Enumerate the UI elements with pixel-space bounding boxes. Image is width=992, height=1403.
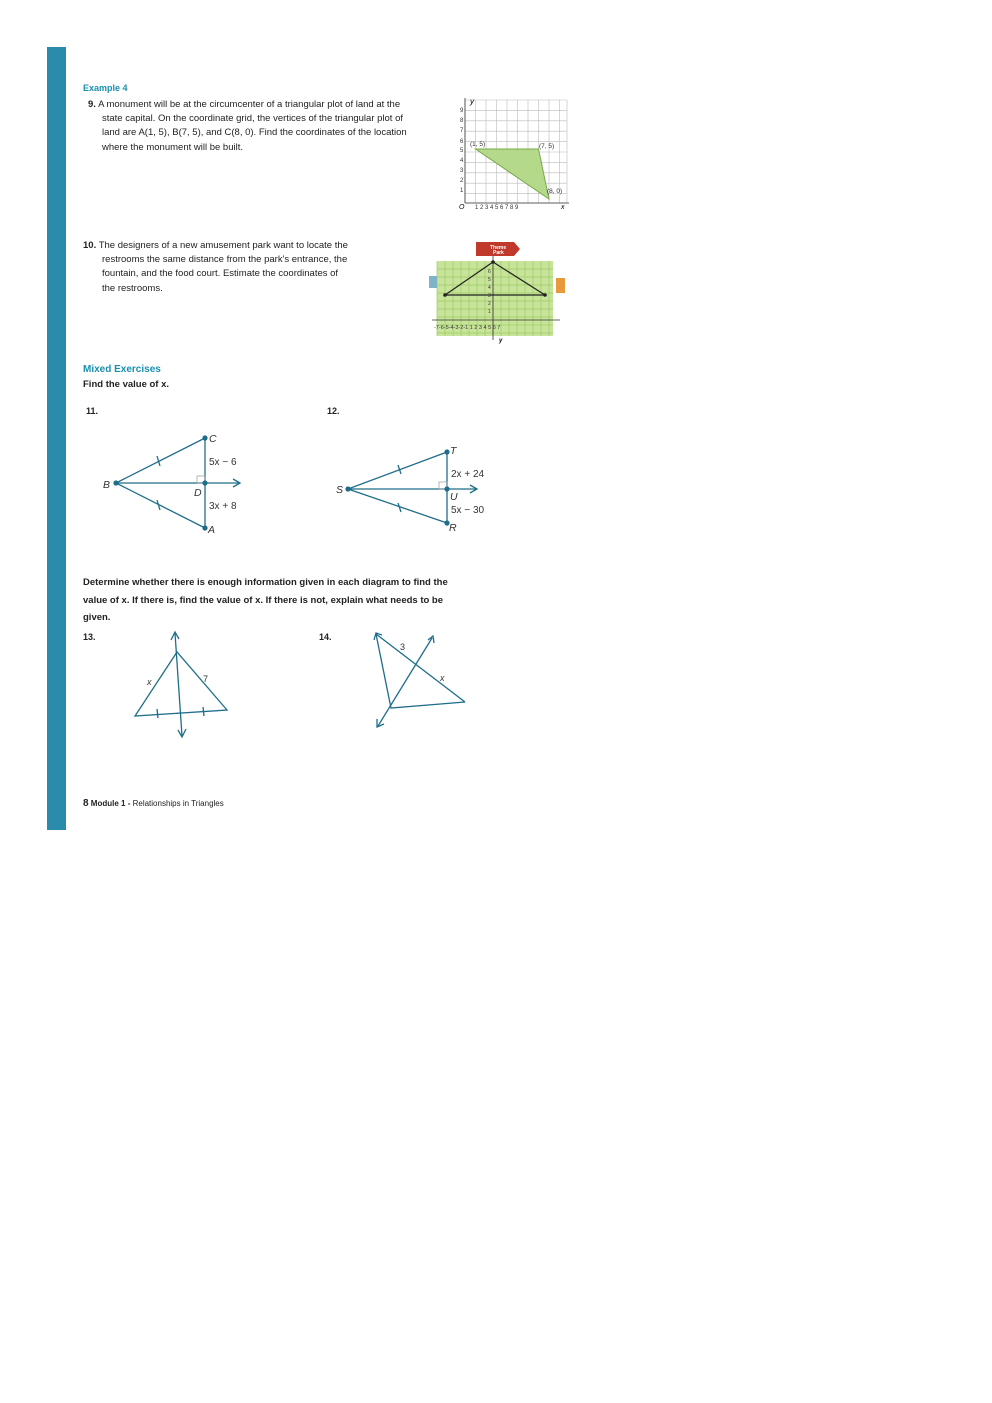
y-tick: 4 [488,285,491,291]
left-accent-bar [47,47,66,830]
triangle-plot [476,149,550,199]
problem-9-line: A monument will be at the circumcenter of a triangular plot of land at the [98,99,401,110]
problem-9-line: where the monument will be built. [102,141,243,153]
label-r: R [449,522,457,534]
label-c: C [209,433,217,445]
y-tick: 1 [460,188,464,194]
label-cd: 5x − 6 [209,457,237,468]
mixed-instruction: Find the value of x. [83,379,170,390]
y-tick: 2 [460,178,464,184]
y-axis-label: y [470,97,474,106]
problem-13-figure [125,628,235,740]
sign-text: Park [493,250,504,256]
footer-module: Module 1 - [90,799,131,808]
y-tick: 2 [488,301,491,307]
label-t: T [450,445,457,457]
label-x: x [440,673,445,683]
example-heading: Example 4 [83,83,128,93]
problem-10-graph [420,238,572,348]
problem-9-line: land are A(1, 5), B(7, 5), and C(8, 0). Find the coordinates of the location [102,127,407,139]
problem-11-number: 11. [86,406,99,416]
determine-line: Determine whether there is enough information given in each diagram to find the [83,577,448,588]
page-footer [83,798,224,809]
problem-10-line: fountain, and the food court. Estimate the coordinates of [102,268,339,280]
label-tu: 2x + 24 [451,469,485,480]
sign-text: Theme [490,245,507,251]
fountain-icon [429,276,437,288]
determine-line: given. [83,612,111,623]
problem-12-number: 12. [327,406,340,416]
y-tick: 5 [460,148,464,154]
problem-10-line: The designers of a new amusement park want to locate the [98,240,348,251]
x-ticks: 1 2 3 4 5 6 7 8 9 [475,205,519,211]
label-d: D [194,487,202,499]
label-s: S [336,484,344,496]
x-ticks: -7-6-5-4-3-2-1 1 2 3 4 5 6 7 [434,325,501,331]
problem-9-graph [455,95,575,213]
y-tick: 8 [460,118,464,124]
determine-line: value of x. If there is, find the value of x. If there is not, explain what needs to be [83,594,444,606]
y-tick: 1 [488,309,491,315]
problem-14-figure [370,628,480,733]
y-tick: 6 [460,139,464,145]
label-3: 3 [400,642,406,652]
point-c-label: (8, 0) [547,188,563,195]
y-tick: 3 [460,168,464,174]
footer-title: Relationships in Triangles [132,799,224,808]
y-tick: 6 [488,269,491,275]
problem-11-figure [95,425,255,540]
point-b-label: (7, 5) [539,143,555,150]
problem-10-line: restrooms the same distance from the park's entrance, the [102,254,348,266]
problem-14-number: 14. [319,632,332,642]
y-axis-label: y [499,338,503,344]
problem-13-number: 13. [83,632,96,642]
problem-12-figure [330,440,500,540]
page-number: 8 [83,798,89,809]
problem-10-number: 10. [83,240,97,251]
label-7: 7 [203,674,209,684]
point-a-label: (1, 5) [470,141,486,148]
mixed-exercises-heading: Mixed Exercises [83,364,161,375]
problem-10 [83,239,403,296]
problem-9-number: 9. [88,99,96,110]
food-court-icon [556,278,565,293]
origin-label: O [459,204,465,211]
problem-9-line: state capital. On the coordinate grid, the vertices of the triangular plot of [102,113,404,125]
label-x: x [147,677,152,687]
problem-9 [88,98,453,155]
label-b: B [103,479,111,491]
y-tick: 7 [460,128,464,134]
label-da: 3x + 8 [209,501,237,512]
label-u: U [450,491,458,503]
y-tick: 5 [488,277,491,283]
y-tick: 9 [460,108,464,114]
y-tick: 3 [488,293,491,299]
x-axis-label: x [561,204,565,211]
label-a: A [208,524,216,536]
y-tick: 4 [460,158,464,164]
determine-instruction [83,574,503,627]
problem-10-line: the restrooms. [102,282,163,294]
label-ur: 5x − 30 [451,505,485,516]
